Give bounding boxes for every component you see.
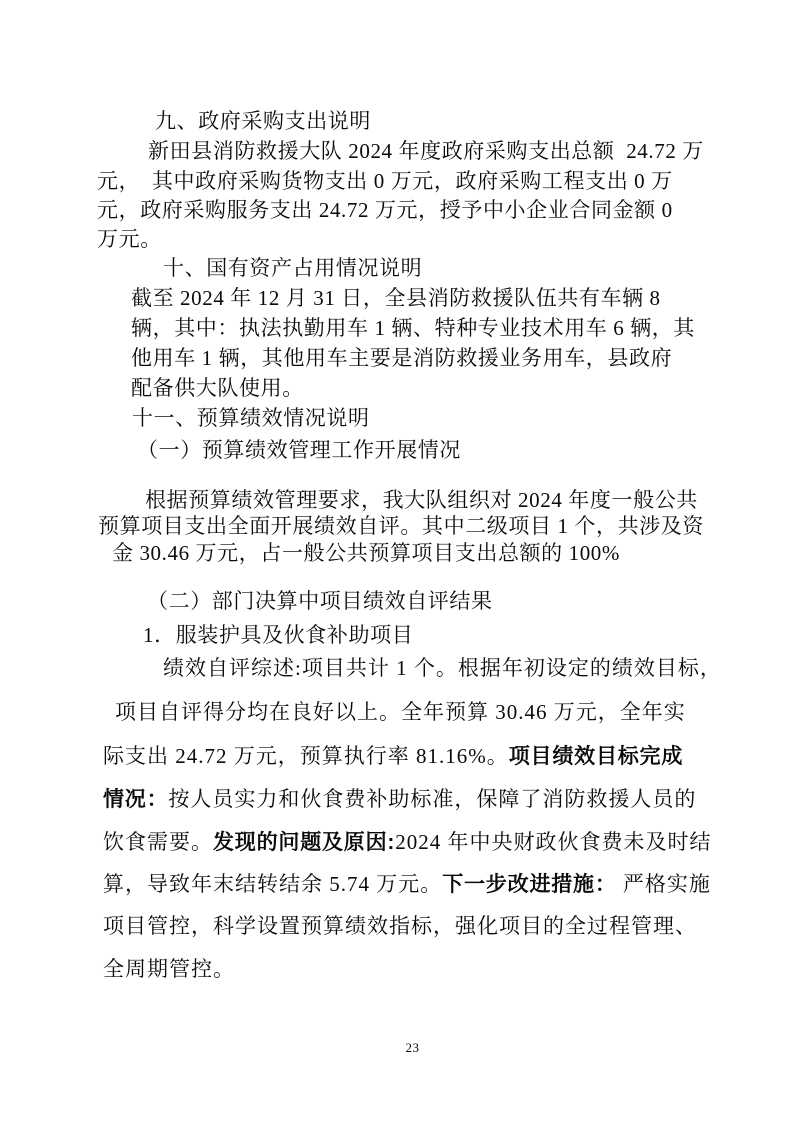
review-bold-run: 情况： <box>103 788 169 811</box>
review-line <box>103 829 711 856</box>
review-bold-run: 下一步改进措施： <box>442 873 617 896</box>
review-text: 际支出 24.72 万元，预算执行率 81.16%。 <box>103 744 509 768</box>
section-10-line: 截至 2024 年 12 月 31 日，全县消防救援队伍共有车辆 8 <box>131 286 661 310</box>
review-text: 饮食需要。 <box>103 830 213 854</box>
review-line: 项目自评得分均在良好以上。全年预算 30.46 万元，全年实 <box>115 700 686 724</box>
review-text: 2024 年中央财政伙食费未及时结 <box>395 830 712 854</box>
review-line: 绩效自评综述:项目共计 1 个。根据年初设定的绩效目标， <box>163 656 722 680</box>
section-9-line: 元， 其中政府采购货物支出 0 万元，政府采购工程支出 0 万 <box>97 169 673 193</box>
review-text: 严格实施 <box>616 872 711 896</box>
review-bold-run: 项目绩效目标完成 <box>508 745 684 768</box>
section-11-heading: 十一、预算绩效情况说明 <box>132 406 370 430</box>
review-bold-run: 发现的问题及原因: <box>213 831 396 854</box>
section-9-line: 新田县消防救援大队 2024 年度政府采购支出总额 24.72 万 <box>148 139 704 163</box>
review-line <box>103 871 711 898</box>
sub1-line: 金 30.46 万元，占一般公共预算项目支出总额的 100% <box>112 541 620 565</box>
section-11-sub1-heading: （一）预算绩效管理工作开展情况 <box>137 438 461 462</box>
review-text: 按人员实力和伙食费补助标准，保障了消防救援人员的 <box>168 787 697 811</box>
section-10-line: 辆，其中：执法执勤用车 1 辆、特种专业技术用车 6 辆，其 <box>131 316 695 340</box>
section-9-heading: 九、政府采购支出说明 <box>155 109 371 133</box>
sub1-line: 预算项目支出全面开展绩效自评。其中二级项目 1 个，共涉及资 <box>98 514 704 538</box>
section-10-line: 他用车 1 辆，其他用车主要是消防救援业务用车，县政府 <box>131 346 673 370</box>
sub1-line: 根据预算绩效管理要求，我大队组织对 2024 年度一般公共 <box>145 488 698 512</box>
section-10-line: 配备供大队使用。 <box>131 376 304 400</box>
review-line <box>103 743 683 770</box>
review-line <box>103 786 696 813</box>
section-11-sub2-heading: （二）部门决算中项目绩效自评结果 <box>147 589 493 613</box>
section-9-line: 万元。 <box>97 227 162 251</box>
review-line: 项目管控，科学设置预算绩效指标，强化项目的全过程管理、 <box>103 914 697 938</box>
review-line: 全周期管控。 <box>103 957 235 981</box>
section-10-heading: 十、国有资产占用情况说明 <box>163 256 423 280</box>
section-9-line: 元，政府采购服务支出 24.72 万元，授予中小企业合同金额 0 <box>97 198 673 222</box>
review-text: 算，导致年末结转结余 5.74 万元。 <box>103 872 443 896</box>
page-number: 23 <box>405 1040 420 1055</box>
project-item-heading: 1．服装护具及伙食补助项目 <box>143 623 414 647</box>
